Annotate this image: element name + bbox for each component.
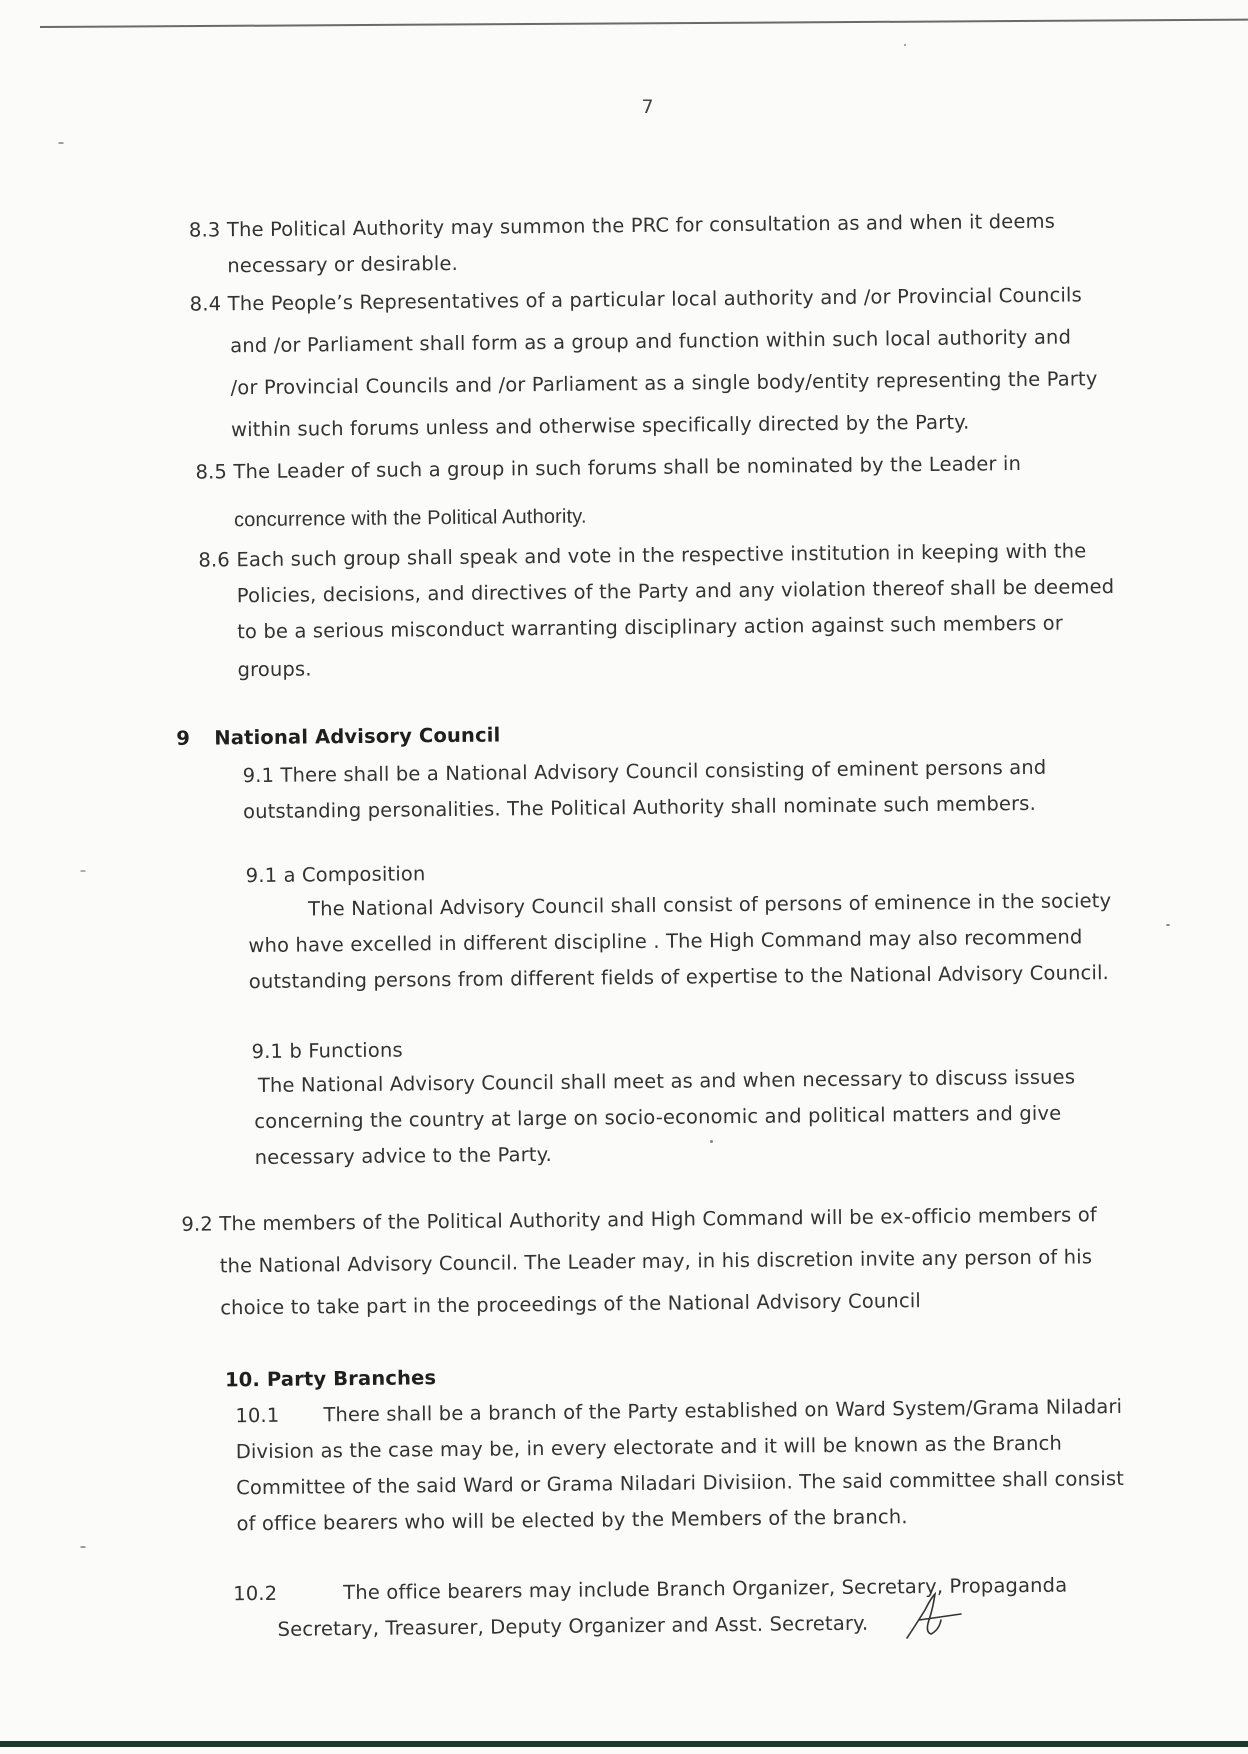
clause-number: 8.6: [198, 548, 231, 572]
clause-line: The National Advisory Council shall consist of persons of eminence in the society: [307, 889, 1112, 921]
clause-line: /or Provincial Councils and /or Parliament as a single body/entity representing the Party: [230, 367, 1098, 400]
clause-line: the National Advisory Council. The Leader may, in his discretion invite any person of his: [219, 1245, 1093, 1278]
clause-line: of office bearers who will be elected by the Members of the branch.: [236, 1505, 908, 1536]
scan-speck: [58, 142, 64, 144]
clause-line: Each such group shall speak and vote in the respective institution in keeping with the: [236, 539, 1087, 572]
bottom-edge: [0, 1741, 1248, 1747]
clause-line: The National Advisory Council shall meet as and when necessary to discuss issues: [257, 1065, 1076, 1098]
clause-line: outstanding persons from different fields of expertise to the National Advisory Council.: [248, 961, 1110, 994]
clause-number: 10.1: [235, 1403, 280, 1428]
clause-line: 9.1 There shall be a National Advisory Council consisting of eminent persons and: [242, 755, 1047, 788]
clause-line: The office bearers may include Branch Organizer, Secretary, Propaganda: [343, 1573, 1068, 1605]
section-number: 9: [176, 726, 191, 750]
section-title: 10. Party Branches: [224, 1366, 437, 1392]
clause-number: 8.4: [189, 292, 222, 316]
clause-line: The Leader of such a group in such forums shall be nominated by the Leader in: [233, 451, 1022, 484]
clause-number: 8.3: [188, 218, 221, 242]
section-title: National Advisory Council: [214, 723, 501, 750]
signature-mark: [905, 1590, 965, 1640]
clause-line: Committee of the said Ward or Grama Niladari Divisiion. The said committee shall consist: [236, 1466, 1125, 1500]
clause-line: choice to take part in the proceedings of the National Advisory Council: [220, 1289, 922, 1320]
clause-line: outstanding personalities. The Political Authority shall nominate such members.: [242, 791, 1036, 824]
clause-line: concerning the country at large on socio-economic and political matters and give: [254, 1101, 1062, 1134]
scan-speck: [904, 44, 906, 46]
subclause-title: 9.1 a Composition: [245, 862, 426, 888]
clause-line: to be a serious misconduct warranting disciplinary action against such members or: [237, 611, 1064, 644]
scan-speck: [80, 870, 86, 872]
clause-line: The People’s Representatives of a particular local authority and /or Provincial Councils: [227, 283, 1082, 316]
clause-number: 10.2: [233, 1581, 278, 1606]
clause-line: who have excelled in different discipline . The High Command may also recommend: [248, 925, 1083, 958]
clause-line: Secretary, Treasurer, Deputy Organizer and Asst. Secretary.: [277, 1611, 869, 1641]
clause-line: Policies, decisions, and directives of the Party and any violation thereof shall be deemed: [236, 575, 1115, 608]
scan-speck: [80, 1546, 86, 1548]
clause-line: within such forums unless and otherwise specifically directed by the Party.: [230, 410, 970, 442]
clause-line: There shall be a branch of the Party established on Ward System/Grama Niladari: [323, 1394, 1123, 1427]
scan-speck: [1166, 924, 1170, 926]
scan-speck: [710, 1140, 713, 1143]
clause-line: necessary or desirable.: [227, 251, 459, 278]
clause-line: necessary advice to the Party.: [254, 1142, 553, 1170]
clause-line: concurrence with the Political Authority.: [233, 505, 587, 532]
page-number: 7: [641, 96, 654, 118]
clause-line: The members of the Political Authority and High Command will be ex-officio members of: [219, 1203, 1098, 1236]
clause-line: groups.: [237, 657, 312, 682]
clause-number: 8.5: [195, 460, 228, 484]
clause-number: 9.2: [181, 1212, 213, 1236]
clause-line: and /or Parliament shall form as a group and function within such local authority and: [230, 325, 1072, 358]
subclause-title: 9.1 b Functions: [251, 1038, 403, 1064]
clause-line: Division as the case may be, in every electorate and it will be known as the Branch: [235, 1431, 1063, 1464]
clause-line: The Political Authority may summon the PRC for consultation as and when it deems: [226, 209, 1056, 242]
